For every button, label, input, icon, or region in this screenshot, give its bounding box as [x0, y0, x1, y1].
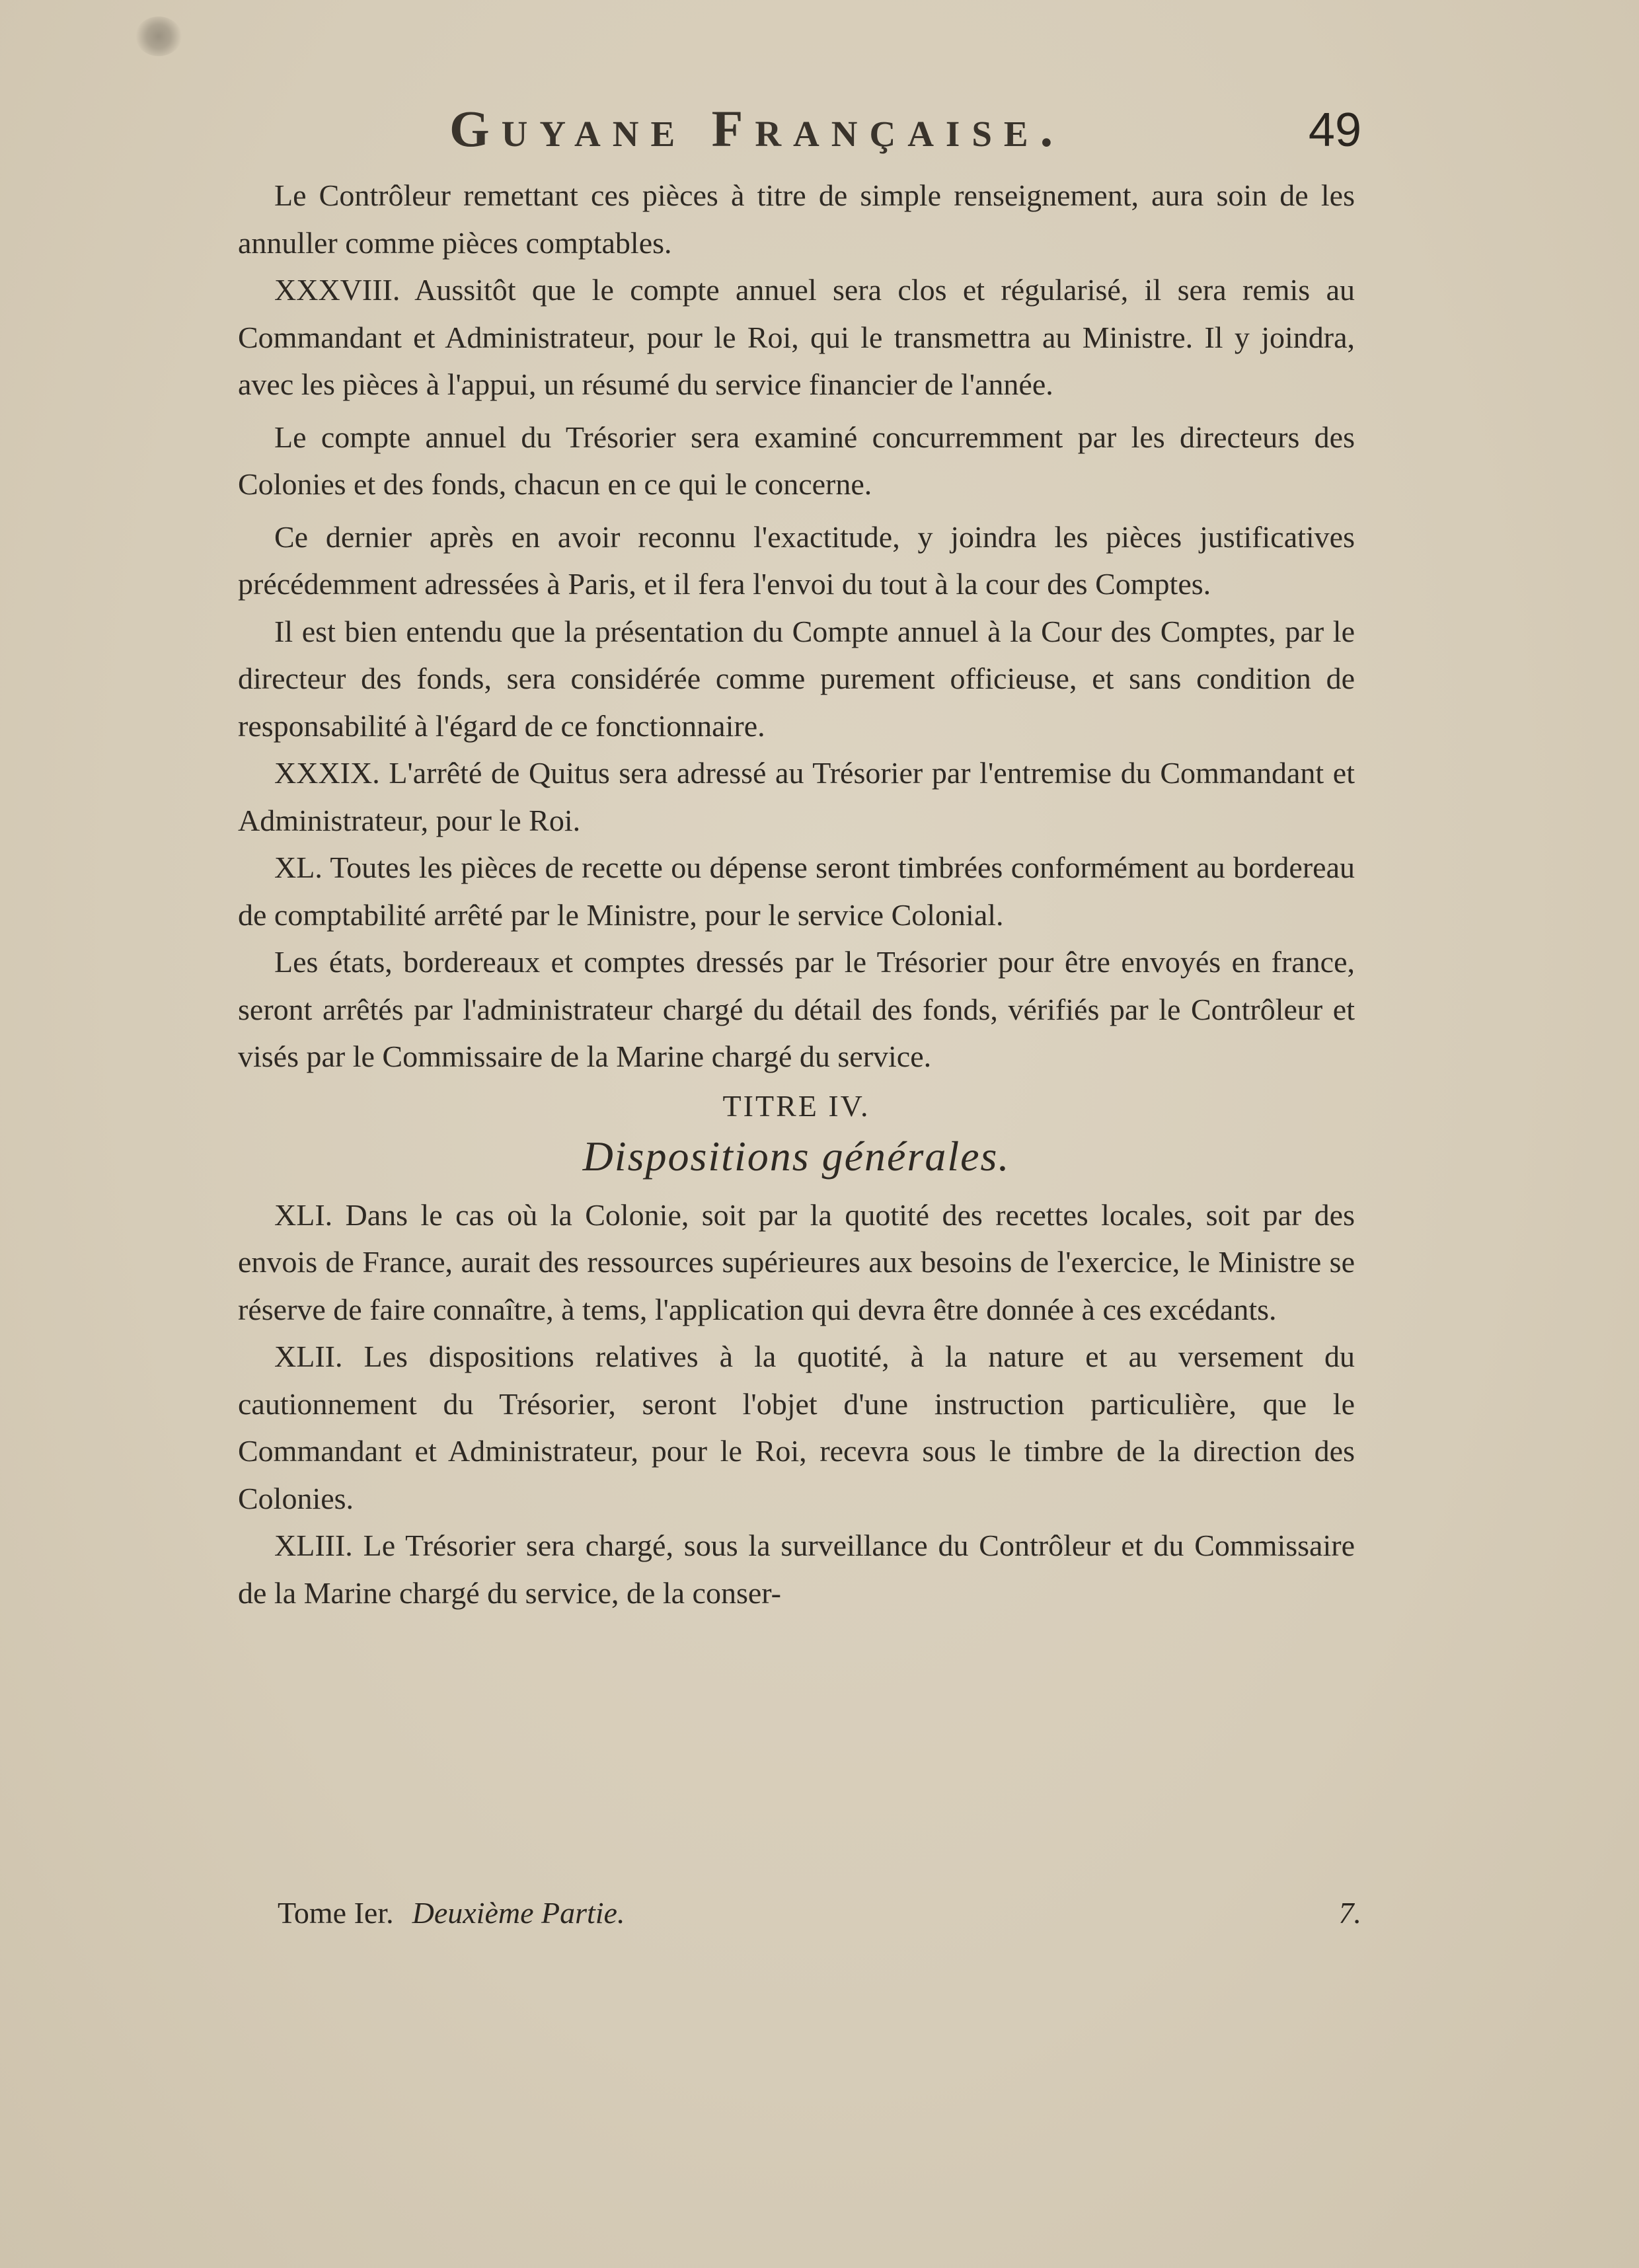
body-text — [238, 172, 1355, 1616]
paragraph: Il est bien entendu que la présentation du Compte annuel à la Cour des Comptes, par le directeur des fonds, sera considérée comme purement officieuse, et sans condition de responsabilité à l'égard de ce fonctionnaire. — [238, 614, 1355, 743]
section-subtitle: Dispositions générales. — [582, 1132, 1010, 1180]
paragraph: Ce dernier après en avoir reconnu l'exactitude, y joindra les pièces justificatives précédemment adressées à Paris, et il fera l'envoi du tout à la cour des Comptes. — [238, 519, 1355, 601]
paragraph: XLII. Les dispositions relatives à la quotité, à la nature et au versement du cautionnement du Trésorier, seront l'objet d'une instruction particulière, que le Commandant et Administrateur, pour le Roi, recevra sous le timbre de la direction des Colonies. — [238, 1340, 1355, 1515]
page-number: 49 — [1308, 104, 1361, 157]
paragraph: XXXIX. L'arrêté de Quitus sera adressé au Trésorier par l'entremise du Commandant et Administrateur, pour le Roi. — [238, 756, 1355, 837]
paragraph: XLI. Dans le cas où la Colonie, soit par la quotité des recettes locales, soit par des envois de France, aurait des ressources supérieures aux besoins de l'exercice, le Ministre se réserve de faire connaître, à tems, l'application qui devra être donnée à ces excédants. — [238, 1197, 1355, 1326]
paragraph: XL. Toutes les pièces de recette ou dépense seront timbrées conformément au bordereau de comptabilité arrêté par le Ministre, pour le service Colonial. — [238, 850, 1355, 932]
page-footer — [278, 1895, 1361, 1942]
paragraph: Les états, bordereaux et comptes dressés par le Trésorier pour être envoyés en france, seront arrêtés par l'administrateur chargé du détail des fonds, vérifiés par le Contrôleur et visés par le Commissaire de la Marine chargé du service. — [238, 945, 1355, 1073]
paragraph: XLIII. Le Trésorier sera chargé, sous la surveillance du Contrôleur et du Commissaire de la Marine chargé du service, de la conser- — [238, 1529, 1355, 1610]
running-title: Guyane Française. — [449, 100, 1065, 157]
page-header — [449, 99, 1361, 165]
paper-stain — [135, 17, 182, 56]
signature-mark — [278, 1895, 625, 1930]
paragraph: XXXVIII. Aussitôt que le compte annuel sera clos et régularisé, il sera remis au Commandant et Administrateur, pour le Roi, qui le transmettra au Ministre. Il y joindra, avec les pièces à l'appui, un résumé du service financier de l'année. — [238, 273, 1355, 401]
paragraph: Le compte annuel du Trésorier sera examiné concurremment par les directeurs des Colonies et des fonds, chacun en ce qui le concerne. — [238, 420, 1355, 501]
paragraph: Le Contrôleur remettant ces pièces à titre de simple renseignement, aura soin de les annuller comme pièces comptables. — [238, 178, 1355, 260]
signature-volume: Tome Ier. — [278, 1896, 394, 1930]
signature-part: Deuxième Partie. — [412, 1896, 625, 1930]
section-title: TITRE IV. — [722, 1088, 870, 1123]
folio-mark: 7. — [1338, 1896, 1361, 1930]
